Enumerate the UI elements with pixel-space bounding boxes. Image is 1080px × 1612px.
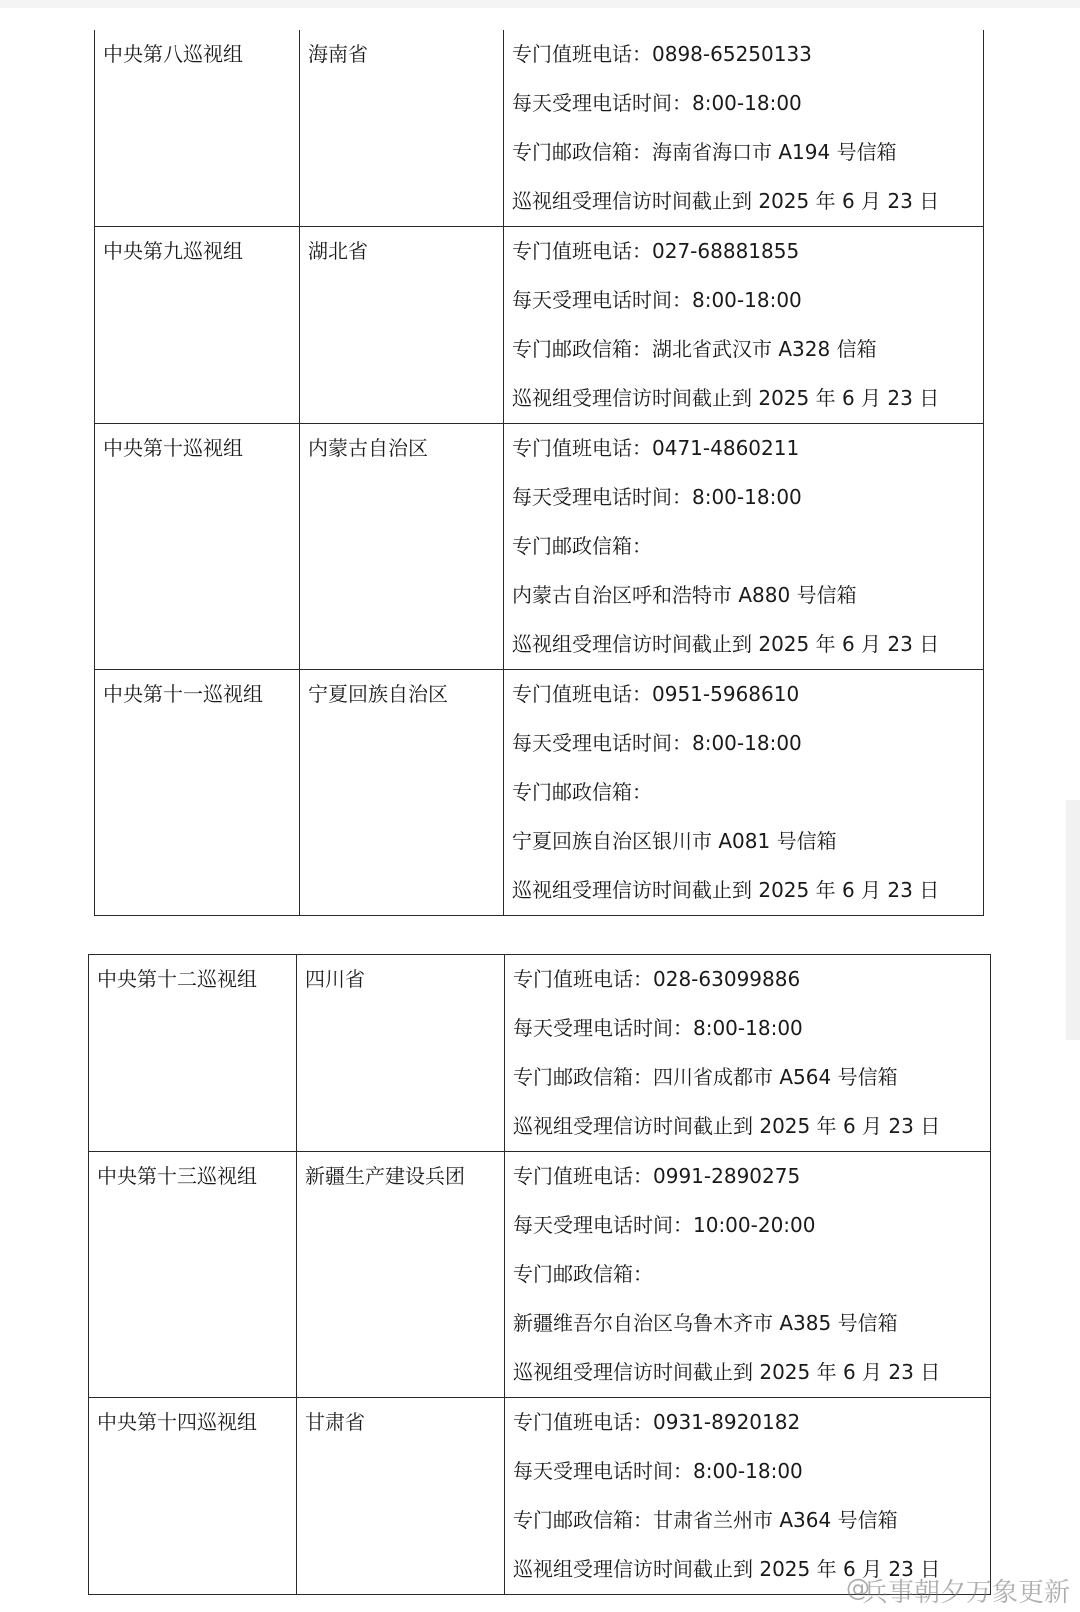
contact-line: 巡视组受理信访时间截止到 2025 年 6 月 23 日 [513,1557,941,1581]
top-edge [0,0,1080,8]
watermark: 兵事朝夕万象更新 [861,1578,1070,1608]
table-row [89,955,991,1152]
table-row [95,227,984,424]
contact-cell [505,955,991,1152]
contact-line: 专门值班电话：0991-2890275 [513,1164,801,1188]
contact-line: 专门邮政信箱： [512,534,652,558]
contact-line: 每天受理电话时间：8:00-18:00 [513,1459,803,1483]
contact-cell [505,1398,991,1595]
contact-line: 每天受理电话时间：8:00-18:00 [512,288,802,312]
contact-line: 专门值班电话：0898-65250133 [512,42,812,66]
table-row [89,1152,991,1398]
contact-line: 每天受理电话时间：8:00-18:00 [512,731,802,755]
table-row [95,424,984,670]
contact-line: 专门邮政信箱：湖北省武汉市 A328 信箱 [512,337,877,361]
group-cell: 中央第十三巡视组 [89,1152,297,1398]
region-cell: 湖北省 [300,227,504,424]
group-cell: 中央第十巡视组 [95,424,300,670]
contact-cell [504,424,984,670]
contact-cell [504,670,984,916]
group-cell: 中央第十四巡视组 [89,1398,297,1595]
contact-line: 专门值班电话：028-63099886 [513,967,801,991]
contact-line: 巡视组受理信访时间截止到 2025 年 6 月 23 日 [512,189,940,213]
contact-line: 巡视组受理信访时间截止到 2025 年 6 月 23 日 [513,1114,941,1138]
contact-line: 专门值班电话：0951-5968610 [512,682,800,706]
contact-line: 专门值班电话：0471-4860211 [512,436,800,460]
inspection-table-1 [94,30,984,916]
contact-cell [505,1152,991,1398]
contact-line: 巡视组受理信访时间截止到 2025 年 6 月 23 日 [513,1360,941,1384]
contact-cell [504,227,984,424]
table-row [95,670,984,916]
table-body-1 [95,30,984,916]
inspection-table-2 [88,954,991,1595]
region-cell: 新疆生产建设兵团 [297,1152,505,1398]
scrollbar[interactable] [1066,800,1080,1040]
region-cell: 甘肃省 [297,1398,505,1595]
contact-line: 专门邮政信箱：甘肃省兰州市 A364 号信箱 [513,1508,898,1532]
region-cell: 海南省 [300,30,504,227]
contact-line: 专门值班电话：0931-8920182 [513,1410,801,1434]
region-cell: 四川省 [297,955,505,1152]
contact-line: 内蒙古自治区呼和浩特市 A880 号信箱 [512,583,857,607]
table-row [95,30,984,227]
contact-line: 新疆维吾尔自治区乌鲁木齐市 A385 号信箱 [513,1311,898,1335]
contact-line: 每天受理电话时间：8:00-18:00 [512,485,802,509]
contact-cell [504,30,984,227]
contact-line: 专门邮政信箱：海南省海口市 A194 号信箱 [512,140,897,164]
contact-line: 专门邮政信箱： [513,1262,653,1286]
contact-line: 巡视组受理信访时间截止到 2025 年 6 月 23 日 [512,878,940,902]
contact-line: 专门邮政信箱：四川省成都市 A564 号信箱 [513,1065,898,1089]
table-row [89,1398,991,1595]
contact-line: 每天受理电话时间：8:00-18:00 [513,1016,803,1040]
contact-line: 每天受理电话时间：8:00-18:00 [512,91,802,115]
contact-line: 宁夏回族自治区银川市 A081 号信箱 [512,829,837,853]
contact-line: 专门邮政信箱： [512,780,652,804]
watermark-at: @ [846,1574,870,1602]
group-cell: 中央第十一巡视组 [95,670,300,916]
group-cell: 中央第九巡视组 [95,227,300,424]
region-cell: 内蒙古自治区 [300,424,504,670]
group-cell: 中央第八巡视组 [95,30,300,227]
contact-line: 巡视组受理信访时间截止到 2025 年 6 月 23 日 [512,386,940,410]
contact-line: 专门值班电话：027-68881855 [512,239,800,263]
contact-line: 每天受理电话时间：10:00-20:00 [513,1213,816,1237]
contact-line: 巡视组受理信访时间截止到 2025 年 6 月 23 日 [512,632,940,656]
region-cell: 宁夏回族自治区 [300,670,504,916]
group-cell: 中央第十二巡视组 [89,955,297,1152]
table-body-2 [89,955,991,1595]
